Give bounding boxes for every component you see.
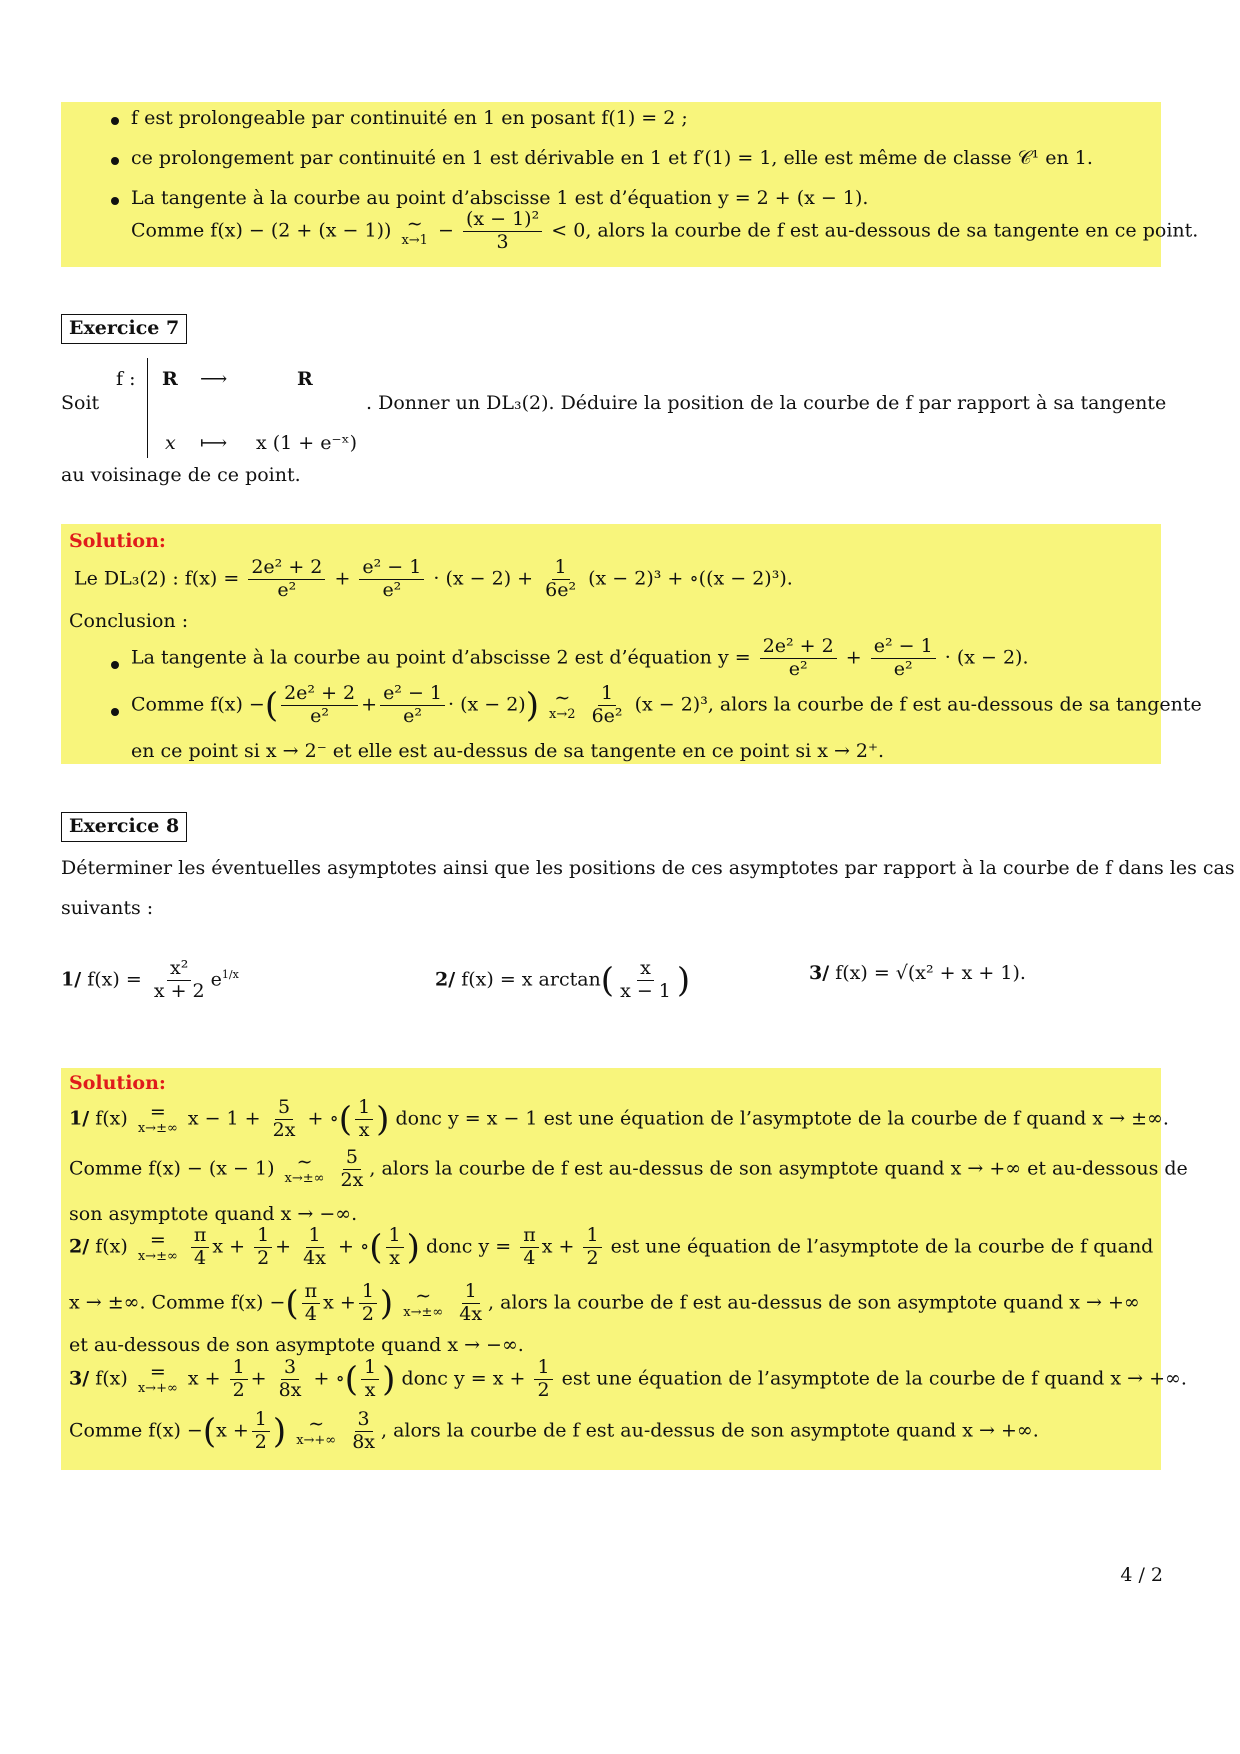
- comme-left: Comme f(x) − (2 + (x − 1)): [131, 219, 392, 242]
- equiv-symbol: ∼ x→±∞: [284, 1151, 325, 1187]
- dl-line: Le DL₃(2) : f(x) = $\frac{\text{2e² + 2}}{\text{e²}}$ + $\frac{\text{e² − 1}}{\text{e²}}$ · (x − 2) + $\frac{1}{\text{6e²}}$ (x − 2)³ + ∘((x − 2)³).: [74, 556, 793, 601]
- equiv-symbol: ∼ x→+∞: [296, 1413, 337, 1449]
- exercise-8-line2: suivants :: [61, 897, 154, 919]
- solution-8-label: Solution:: [69, 1072, 166, 1094]
- conclusion-label: Conclusion :: [69, 610, 189, 632]
- solution-7-label: Solution:: [69, 530, 166, 552]
- box1-comme-line: Comme f(x) − (2 + (x − 1)) ∼ x→1 − $\frac{\text{(x − 1)²}}{3}$ < 0, alors la courbe de f est au-dessous de sa tangente en ce point.: [131, 208, 1199, 253]
- box1-bullet2: ce prolongement par continuité en 1 est dérivable en 1 et f′(1) = 1, elle est même de classe 𝒞¹ en 1.: [131, 147, 1093, 169]
- fraction: $\frac{1}{x}$: [361, 1358, 379, 1401]
- bullet-dot: [111, 708, 119, 716]
- sol8-line6: et au-dessous de son asymptote quand x → −∞.: [69, 1334, 524, 1356]
- map-variable: x: [165, 432, 176, 454]
- sol8-line2: Comme f(x) − (x − 1) ∼ x→±∞ $\frac{5}{2x}$ , alors la courbe de f est au-dessus de son asymptote quand x → +∞ et au-dessous de: [69, 1146, 1188, 1191]
- fraction: $\frac{1}{\text{6e²}}$: [545, 556, 577, 601]
- bullet-dot: [111, 661, 119, 669]
- sol8-line5: x → ±∞. Comme f(x) −( $\frac{\pi}{4}$ x + $\frac{1}{2}$ ) ∼ x→±∞ $\frac{1}{4x}$ , alors la courbe de f est au-dessus de son asymptote quand x → +∞: [69, 1280, 1140, 1325]
- map-expression: x (1 + e⁻ˣ): [256, 432, 357, 454]
- box1-bullet1: f est prolongeable par continuité en 1 en posant f(1) = 2 ;: [131, 107, 688, 129]
- function-map-bar: [147, 358, 148, 458]
- fraction: $\frac{1}{\text{6e²}}$: [591, 682, 623, 727]
- fraction: $\frac{x}{x - 1}$: [620, 957, 671, 1002]
- bullet-dot: [111, 197, 119, 205]
- fraction: $\frac{1}{2}$: [359, 1282, 377, 1325]
- equal-symbol: = x→±∞: [137, 1101, 178, 1137]
- comme-right: < 0, alors la courbe de f est au-dessous de sa tangente en ce point.: [551, 219, 1199, 242]
- sol8-line1: 1/ f(x) = x→±∞ x − 1 + $\frac{5}{2x}$ + ∘( $\frac{1}{x}$ ) donc y = x − 1 est une équation de l’asymptote de la courbe de f quand x → ±∞.: [69, 1096, 1169, 1141]
- fraction: $\frac{\text{2e² + 2}}{\text{e²}}$: [248, 558, 325, 601]
- fraction: $\frac{\text{2e² + 2}}{\text{e²}}$: [760, 637, 837, 680]
- fraction: $\frac{\pi}{4}$: [191, 1226, 210, 1269]
- map-codomain: R: [297, 368, 313, 390]
- fraction: $\frac{1}{2}$: [230, 1358, 248, 1401]
- fraction: $\frac{\text{e² − 1}}{\text{e²}}$: [359, 558, 424, 601]
- fraction: $\frac{1}{2}$: [583, 1226, 601, 1269]
- fraction: $\frac{\text{(x − 1)²}}{3}$: [463, 210, 542, 253]
- case-1: 1/ f(x) = $\frac{\text{x²}}{x + 2}$ $e^{1/x}$: [61, 957, 239, 1002]
- exercise-8-title: Exercice 8: [61, 812, 187, 842]
- sol8-line3: son asymptote quand x → −∞.: [69, 1203, 358, 1225]
- bullet-dot: [111, 157, 119, 165]
- fraction: $\frac{1}{4x}$: [303, 1224, 326, 1269]
- sol7-bullet2-line2: en ce point si x → 2⁻ et elle est au-dessus de sa tangente en ce point si x → 2⁺.: [131, 740, 885, 762]
- exercise-7-statement-2: au voisinage de ce point.: [61, 464, 301, 486]
- fraction: $\frac{1}{2}$: [254, 1226, 272, 1269]
- fraction: $\frac{3}{8x}$: [352, 1408, 375, 1453]
- fraction: $\frac{1}{x}$: [355, 1098, 373, 1141]
- fraction: $\frac{1}{x}$: [386, 1226, 404, 1269]
- sol7-bullet2: Comme f(x) −( $\frac{\text{2e² + 2}}{\text{e²}}$ + $\frac{\text{e² − 1}}{\text{e²}}$ · (x − 2)) ∼ x→2 $\frac{1}{\text{6e²}}$ (x − 2)³, alors la courbe de f est au-dessous de sa tangente: [131, 682, 1202, 727]
- map-arrow-to: ⟼: [200, 432, 228, 454]
- equiv-symbol: ∼ x→1: [401, 213, 428, 249]
- equal-symbol: = x→+∞: [137, 1361, 178, 1397]
- exercise-7-statement: . Donner un DL₃(2). Déduire la position de la courbe de f par rapport à sa tangente: [366, 392, 1167, 414]
- exercise-7-title: Exercice 7: [61, 314, 187, 344]
- equiv-symbol: ∼ x→2: [549, 687, 576, 723]
- fraction: $\frac{\text{e² − 1}}{\text{e²}}$: [871, 637, 936, 680]
- soit-label: Soit: [61, 392, 100, 414]
- equal-symbol: = x→±∞: [137, 1229, 178, 1265]
- fraction: $\frac{\text{x²}}{x + 2}$: [153, 957, 205, 1002]
- fraction: $\frac{5}{2x}$: [272, 1096, 296, 1141]
- sol8-line8: Comme f(x) −(x + $\frac{1}{2}$ ) ∼ x→+∞ $\frac{3}{8x}$ , alors la courbe de f est au-dessus de son asymptote quand x → +∞.: [69, 1408, 1039, 1453]
- fraction: $\frac{\pi}{4}$: [520, 1226, 539, 1269]
- sol8-line4: 2/ f(x) = x→±∞ $\frac{\pi}{4}$ x + $\frac{1}{2}$ + $\frac{1}{4x}$ + ∘( $\frac{1}{x}$ ) donc y = $\frac{\pi}{4}$ x + $\frac{1}{2}$ est une équation de l’asymptote de la courbe de f quand: [69, 1224, 1154, 1269]
- fraction: $\frac{5}{2x}$: [340, 1146, 364, 1191]
- fraction: $\frac{3}{8x}$: [278, 1356, 302, 1401]
- exercise-8-line1: Déterminer les éventuelles asymptotes ainsi que les positions de ces asymptotes par rapport à la courbe de f dans les cas: [61, 857, 1235, 879]
- sol7-bullet1: La tangente à la courbe au point d’abscisse 2 est d’équation y = $\frac{\text{2e² + 2}}{\text{e²}}$ + $\frac{\text{e² − 1}}{\text{e²}}$ · (x − 2).: [131, 635, 1029, 680]
- map-arrow: ⟶: [200, 368, 228, 390]
- map-f: f :: [116, 368, 136, 390]
- fraction: $\frac{\pi}{4}$: [302, 1282, 321, 1325]
- fraction: $\frac{1}{4x}$: [459, 1280, 483, 1325]
- page-number: 4 / 2: [1120, 1564, 1163, 1586]
- map-domain: R: [162, 368, 178, 390]
- case-3: 3/ f(x) = √(x² + x + 1).: [809, 962, 1026, 984]
- bullet-dot: [111, 117, 119, 125]
- fraction: $\frac{\text{2e² + 2}}{\text{e²}}$: [281, 684, 358, 727]
- case-2: 2/ f(x) = x arctan( $\frac{x}{x - 1}$ ): [435, 957, 691, 1002]
- fraction: $\frac{1}{2}$: [252, 1410, 270, 1453]
- sol8-line7: 3/ f(x) = x→+∞ x + $\frac{1}{2}$ + $\frac{3}{8x}$ + ∘( $\frac{1}{x}$ ) donc y = x + $\frac{1}{2}$ est une équation de l’asymptote de la courbe de f quand x → +∞.: [69, 1356, 1187, 1401]
- fraction: $\frac{\text{e² − 1}}{\text{e²}}$: [380, 684, 445, 727]
- fraction: $\frac{1}{2}$: [534, 1358, 552, 1401]
- box1-bullet3: La tangente à la courbe au point d’abscisse 1 est d’équation y = 2 + (x − 1).: [131, 187, 869, 209]
- equiv-symbol: ∼ x→±∞: [403, 1285, 444, 1321]
